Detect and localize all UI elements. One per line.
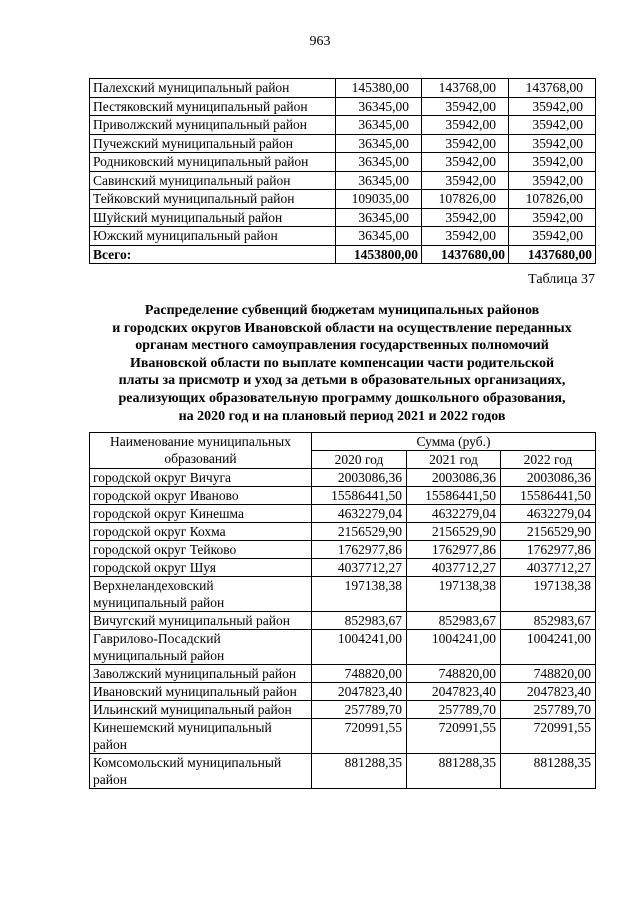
value-2020-cell: 4632279,04 bbox=[312, 505, 407, 523]
table-row bbox=[90, 683, 596, 701]
name-cell: Ивановский муниципальный район bbox=[90, 683, 312, 701]
header-name-line: Наименование муниципальных bbox=[110, 434, 291, 449]
name-cell: Родниковский муниципальный район bbox=[90, 153, 336, 172]
value-2021-cell: 35942,00 bbox=[422, 153, 509, 172]
table-row bbox=[90, 134, 596, 153]
heading-line: Ивановской области по выплате компенсации части родительской bbox=[129, 355, 555, 371]
value-2022-cell: 1004241,00 bbox=[501, 630, 596, 665]
value-2021-cell: 1437680,00 bbox=[422, 245, 509, 264]
value-2022-cell: 4632279,04 bbox=[501, 505, 596, 523]
value-2022-cell: 143768,00 bbox=[509, 79, 596, 98]
value-2020-cell: 1004241,00 bbox=[312, 630, 407, 665]
page-number: 963 bbox=[309, 34, 331, 49]
value-2021-cell: 2047823,40 bbox=[407, 683, 501, 701]
value-2020-cell: 1453800,00 bbox=[336, 245, 422, 264]
value-2021-cell: 35942,00 bbox=[422, 116, 509, 135]
value-2022-cell: 35942,00 bbox=[509, 171, 596, 190]
name-cell: Шуйский муниципальный район bbox=[90, 208, 336, 227]
heading-line: органам местного самоуправления государственных полномочий bbox=[135, 338, 549, 354]
table-row bbox=[90, 190, 596, 209]
name-cell: Заволжский муниципальный район bbox=[90, 665, 312, 683]
name-cell: Ильинский муниципальный район bbox=[90, 701, 312, 719]
table-row bbox=[90, 523, 596, 541]
name-cell: городской округ Тейково bbox=[90, 541, 312, 559]
header-year-2020: 2020 год bbox=[312, 451, 407, 469]
top-table-body bbox=[90, 79, 596, 264]
name-cell: Приволжский муниципальный район bbox=[90, 116, 336, 135]
value-2021-cell: 4037712,27 bbox=[407, 559, 501, 577]
table-caption: Таблица 37 bbox=[528, 272, 595, 287]
value-2022-cell: 2003086,36 bbox=[501, 469, 596, 487]
table-row bbox=[90, 245, 596, 264]
name-cell: Тейковский муниципальный район bbox=[90, 190, 336, 209]
value-2022-cell: 35942,00 bbox=[509, 97, 596, 116]
value-2022-cell: 1437680,00 bbox=[509, 245, 596, 264]
table-row bbox=[90, 227, 596, 246]
header-name-line: образований bbox=[164, 451, 237, 466]
header-sum-col: Сумма (руб.) bbox=[312, 433, 596, 451]
value-2022-cell: 197138,38 bbox=[501, 577, 596, 612]
table-row bbox=[90, 754, 596, 789]
table-row bbox=[90, 153, 596, 172]
header-year-2021: 2021 год bbox=[407, 451, 501, 469]
value-2022-cell: 35942,00 bbox=[509, 227, 596, 246]
value-2022-cell: 4037712,27 bbox=[501, 559, 596, 577]
table-row bbox=[90, 116, 596, 135]
value-2021-cell: 15586441,50 bbox=[407, 487, 501, 505]
name-cell: Палехский муниципальный район bbox=[90, 79, 336, 98]
value-2021-cell: 107826,00 bbox=[422, 190, 509, 209]
value-2020-cell: 36345,00 bbox=[336, 134, 422, 153]
table-row bbox=[90, 665, 596, 683]
value-2021-cell: 197138,38 bbox=[407, 577, 501, 612]
value-2021-cell: 852983,67 bbox=[407, 612, 501, 630]
value-2021-cell: 720991,55 bbox=[407, 719, 501, 754]
value-2020-cell: 2156529,90 bbox=[312, 523, 407, 541]
value-2022-cell: 2156529,90 bbox=[501, 523, 596, 541]
table-heading bbox=[89, 302, 595, 425]
heading-line: платы за присмотр и уход за детьми в образовательных организациях, bbox=[118, 373, 566, 389]
top-table bbox=[89, 78, 596, 264]
value-2022-cell: 1762977,86 bbox=[501, 541, 596, 559]
value-2022-cell: 35942,00 bbox=[509, 208, 596, 227]
value-2020-cell: 36345,00 bbox=[336, 153, 422, 172]
value-2022-cell: 257789,70 bbox=[501, 701, 596, 719]
value-2020-cell: 881288,35 bbox=[312, 754, 407, 789]
name-cell: Всего: bbox=[90, 245, 336, 264]
value-2022-cell: 748820,00 bbox=[501, 665, 596, 683]
table-row bbox=[90, 469, 596, 487]
table-row bbox=[90, 612, 596, 630]
value-2021-cell: 35942,00 bbox=[422, 227, 509, 246]
table-row bbox=[90, 577, 596, 612]
value-2021-cell: 2156529,90 bbox=[407, 523, 501, 541]
name-cell: Верхнеландеховский муниципальный район bbox=[90, 577, 312, 612]
value-2021-cell: 35942,00 bbox=[422, 171, 509, 190]
value-2021-cell: 35942,00 bbox=[422, 208, 509, 227]
value-2021-cell: 1762977,86 bbox=[407, 541, 501, 559]
name-cell: городской округ Кохма bbox=[90, 523, 312, 541]
header-row bbox=[90, 433, 596, 451]
value-2020-cell: 257789,70 bbox=[312, 701, 407, 719]
table-row bbox=[90, 208, 596, 227]
heading-line: реализующих образовательную программу дошкольного образования, bbox=[118, 390, 566, 406]
value-2022-cell: 15586441,50 bbox=[501, 487, 596, 505]
value-2020-cell: 2047823,40 bbox=[312, 683, 407, 701]
table-row bbox=[90, 79, 596, 98]
main-table-body bbox=[90, 469, 596, 789]
table-row bbox=[90, 97, 596, 116]
name-cell: городской округ Иваново bbox=[90, 487, 312, 505]
value-2022-cell: 107826,00 bbox=[509, 190, 596, 209]
value-2020-cell: 852983,67 bbox=[312, 612, 407, 630]
name-cell: городской округ Шуя bbox=[90, 559, 312, 577]
value-2022-cell: 852983,67 bbox=[501, 612, 596, 630]
value-2022-cell: 35942,00 bbox=[509, 116, 596, 135]
name-cell: городской округ Вичуга bbox=[90, 469, 312, 487]
value-2022-cell: 2047823,40 bbox=[501, 683, 596, 701]
heading-line: на 2020 год и на плановый период 2021 и 2022 годов bbox=[178, 408, 506, 424]
header-name-col bbox=[90, 433, 312, 469]
value-2020-cell: 36345,00 bbox=[336, 116, 422, 135]
table-row bbox=[90, 487, 596, 505]
name-cell: Пестяковский муниципальный район bbox=[90, 97, 336, 116]
value-2020-cell: 748820,00 bbox=[312, 665, 407, 683]
name-cell: Кинешемский муниципальный район bbox=[90, 719, 312, 754]
table-row bbox=[90, 719, 596, 754]
name-cell: Пучежский муниципальный район bbox=[90, 134, 336, 153]
value-2020-cell: 36345,00 bbox=[336, 227, 422, 246]
table-row bbox=[90, 541, 596, 559]
value-2021-cell: 881288,35 bbox=[407, 754, 501, 789]
value-2020-cell: 720991,55 bbox=[312, 719, 407, 754]
value-2020-cell: 2003086,36 bbox=[312, 469, 407, 487]
heading-line: и городских округов Ивановской области на осуществление переданных bbox=[112, 320, 572, 336]
value-2020-cell: 1762977,86 bbox=[312, 541, 407, 559]
value-2022-cell: 35942,00 bbox=[509, 153, 596, 172]
table-row bbox=[90, 701, 596, 719]
value-2022-cell: 720991,55 bbox=[501, 719, 596, 754]
value-2020-cell: 109035,00 bbox=[336, 190, 422, 209]
heading-line: Распределение субвенций бюджетам муниципальных районов bbox=[144, 303, 540, 318]
header-year-2022: 2022 год bbox=[501, 451, 596, 469]
table-row bbox=[90, 171, 596, 190]
table-row bbox=[90, 630, 596, 665]
main-table bbox=[89, 432, 596, 789]
name-cell: Вичугский муниципальный район bbox=[90, 612, 312, 630]
value-2020-cell: 197138,38 bbox=[312, 577, 407, 612]
value-2020-cell: 36345,00 bbox=[336, 171, 422, 190]
name-cell: Савинский муниципальный район bbox=[90, 171, 336, 190]
value-2022-cell: 35942,00 bbox=[509, 134, 596, 153]
value-2021-cell: 2003086,36 bbox=[407, 469, 501, 487]
name-cell: Южский муниципальный район bbox=[90, 227, 336, 246]
value-2020-cell: 4037712,27 bbox=[312, 559, 407, 577]
value-2021-cell: 143768,00 bbox=[422, 79, 509, 98]
table-row bbox=[90, 559, 596, 577]
value-2021-cell: 35942,00 bbox=[422, 134, 509, 153]
value-2020-cell: 36345,00 bbox=[336, 97, 422, 116]
value-2021-cell: 748820,00 bbox=[407, 665, 501, 683]
value-2021-cell: 1004241,00 bbox=[407, 630, 501, 665]
value-2020-cell: 36345,00 bbox=[336, 208, 422, 227]
value-2021-cell: 257789,70 bbox=[407, 701, 501, 719]
value-2020-cell: 145380,00 bbox=[336, 79, 422, 98]
value-2021-cell: 35942,00 bbox=[422, 97, 509, 116]
value-2022-cell: 881288,35 bbox=[501, 754, 596, 789]
value-2021-cell: 4632279,04 bbox=[407, 505, 501, 523]
table-row bbox=[90, 505, 596, 523]
name-cell: Комсомольский муниципальный район bbox=[90, 754, 312, 789]
name-cell: Гаврилово-Посадский муниципальный район bbox=[90, 630, 312, 665]
name-cell: городской округ Кинешма bbox=[90, 505, 312, 523]
value-2020-cell: 15586441,50 bbox=[312, 487, 407, 505]
